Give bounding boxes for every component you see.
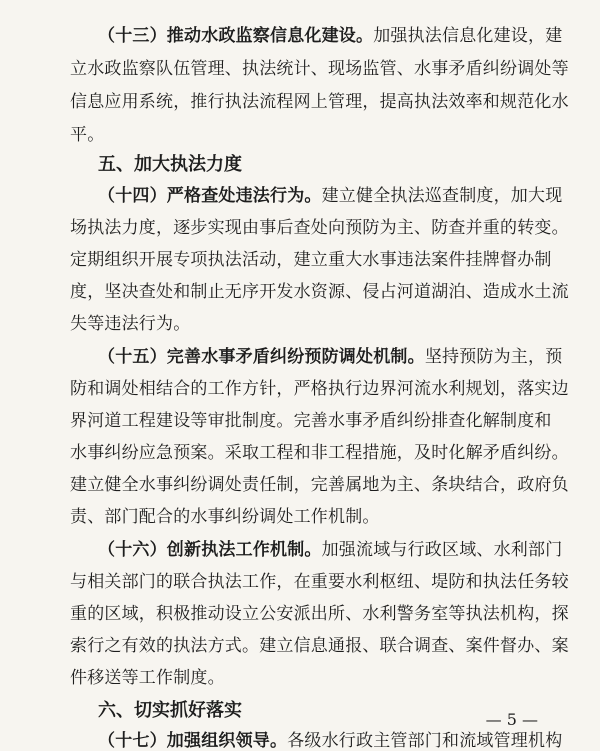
section-14-line-2: 场执法力度，逐步实现由事后查处向预防为主、防查并重的转变。 (70, 218, 569, 238)
section-15-lead: （十五）完善水事矛盾纠纷预防调处机制。 (98, 347, 425, 367)
section-heading-5: 五、加大执法力度 (98, 154, 242, 175)
section-17-line-1 (98, 731, 563, 751)
section-16-line-4: 索行之有效的执法方式。建立信息通报、联合调查、案件督办、案 (70, 636, 569, 656)
section-16-line-3: 重的区域，积极推动设立公安派出所、水利警务室等执法机构，探 (70, 604, 569, 624)
section-15-line-1 (98, 347, 563, 367)
section-15-line-3: 界河道工程建设等审批制度。完善水事矛盾纠纷排查化解制度和 (70, 411, 552, 431)
section-16-text: 加强流域与行政区域、水利部门 (321, 540, 563, 560)
section-13-line-3: 信息应用系统，推行执法流程网上管理，提高执法效率和规范化水 (70, 92, 569, 112)
section-15-line-2: 防和调处相结合的工作方针，严格执行边界河流水利规划，落实边 (70, 379, 569, 399)
section-13-line-4: 平。 (70, 125, 105, 145)
section-14-line-1 (98, 186, 563, 206)
page-number: — 5 — (485, 710, 538, 729)
section-16-line-1 (98, 540, 563, 560)
section-15-text: 坚持预防为主，预 (424, 347, 563, 367)
section-13-line-1 (98, 26, 563, 46)
section-14-line-4: 度，坚决查处和制止无序开发水资源、侵占河道湖泊、造成水土流 (70, 282, 569, 302)
section-13-text: 加强执法信息化建设，建 (373, 26, 563, 46)
section-14-line-3: 定期组织开展专项执法活动，建立重大水事违法案件挂牌督办制 (70, 250, 552, 270)
section-13-line-2: 立水政监察队伍管理、执法统计、现场监管、水事矛盾纠纷调处等 (70, 59, 569, 79)
section-15-line-6: 责、部门配合的水事纠纷调处工作机制。 (70, 507, 380, 527)
section-17-text: 各级水行政主管部门和流域管理机构 (287, 731, 563, 751)
section-16-line-2: 与相关部门的联合执法工作，在重要水利枢纽、堤防和执法任务较 (70, 572, 569, 592)
section-14-line-5: 失等违法行为。 (70, 314, 191, 334)
section-16-lead: （十六）创新执法工作机制。 (98, 540, 322, 560)
section-14-text: 建立健全执法巡查制度，加大现 (321, 186, 563, 206)
section-heading-6: 六、切实抓好落实 (98, 700, 242, 721)
section-15-line-5: 建立健全水事纠纷调处责任制，完善属地为主、条块结合，政府负 (70, 475, 569, 495)
section-15-line-4: 水事纠纷应急预案。采取工程和非工程措施，及时化解矛盾纠纷。 (70, 443, 569, 463)
section-14-lead: （十四）严格查处违法行为。 (98, 186, 322, 206)
section-16-line-5: 件移送等工作制度。 (70, 668, 225, 688)
section-17-lead: （十七）加强组织领导。 (98, 731, 288, 751)
section-13-lead: （十三）推动水政监察信息化建设。 (98, 26, 374, 46)
